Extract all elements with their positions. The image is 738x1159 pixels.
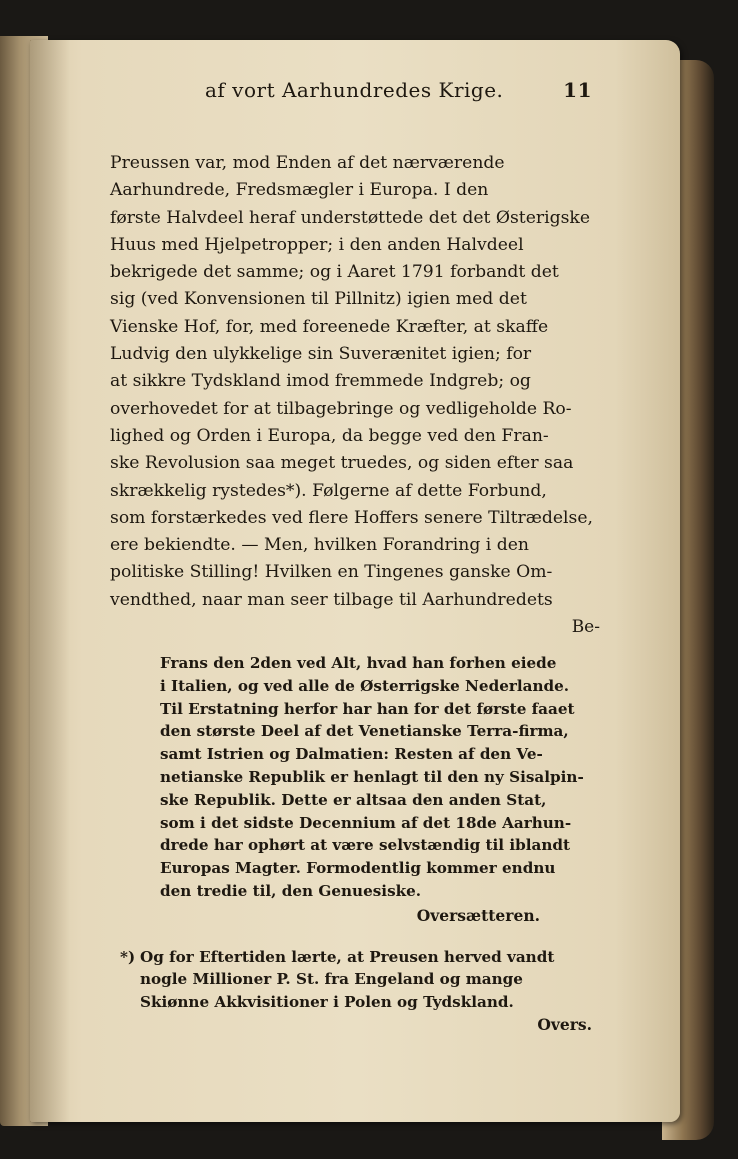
footnote-line: samt Istrien og Dalmatien: Resten af den Ve- bbox=[160, 745, 543, 764]
footnote-line: den største Deel af det Venetianske Terra-firma, bbox=[160, 722, 569, 741]
body-line: Preussen var, mod Enden af det nærværende bbox=[110, 153, 505, 173]
body-line: at sikkre Tydskland imod fremmede Indgreb; og bbox=[110, 371, 531, 392]
running-title: af vort Aarhundredes Krige. bbox=[205, 78, 504, 102]
main-paragraph bbox=[110, 150, 600, 614]
footnote-line: i Italien, og ved alle de Østerrigske Nederlande. bbox=[160, 676, 570, 695]
body-line: ske Revolusion saa meget truedes, og siden efter saa bbox=[110, 453, 574, 474]
catchword: Be- bbox=[571, 617, 600, 638]
body-line: Huus med Hjelpetropper; i den anden Halvdeel bbox=[110, 234, 524, 255]
footnote-text: Og for Eftertiden lærte, at Preusen herved vandt bbox=[140, 947, 555, 966]
body-line: ere bekiendte. — Men, hvilken Forandring i den bbox=[110, 535, 529, 556]
footnote-line: Europas Magter. Formodentlig kommer endnu bbox=[160, 859, 556, 878]
body-line: lighed og Orden i Europa, da begge ved den Fran- bbox=[110, 425, 549, 446]
body-line: overhovedet for at tilbagebringe og vedligeholde Ro- bbox=[110, 398, 572, 419]
footnote-marker: *) bbox=[120, 947, 136, 966]
translator-signature-short: Overs. bbox=[537, 1015, 592, 1034]
body-line: politiske Stilling! Hvilken en Tingenes ganske Om- bbox=[110, 562, 553, 583]
footnote-line: drede har ophørt at være selvstændig til iblandt bbox=[160, 836, 571, 855]
body-line: som forstærkedes ved flere Hoffers senere Tiltrædelse, bbox=[110, 507, 593, 528]
page-text bbox=[110, 78, 600, 1037]
body-line: skrækkelig rystedes*). Følgerne af dette Forbund, bbox=[110, 480, 547, 501]
continued-footnote bbox=[110, 652, 600, 928]
body-line: sig (ved Konvensionen til Pillnitz) igien med det bbox=[110, 289, 527, 310]
running-header bbox=[110, 78, 600, 114]
footnote-line: som i det sidste Decennium af det 18de Aarhun- bbox=[160, 813, 572, 832]
page-number: 11 bbox=[563, 78, 592, 102]
footnote-line: netianske Republik er henlagt til den ny Sisalpin- bbox=[160, 768, 584, 787]
body-line: første Halvdeel heraf understøttede det det Østerigske bbox=[110, 207, 590, 228]
body-line: vendthed, naar man seer tilbage til Aarhundredets bbox=[110, 589, 553, 610]
footnote-line: nogle Millioner P. St. fra Engeland og mange bbox=[140, 970, 523, 989]
gutter-shadow bbox=[30, 40, 70, 1122]
translator-signature: Oversætteren. bbox=[416, 905, 540, 925]
asterisk-footnote bbox=[110, 946, 600, 1037]
footnote-line: Frans den 2den ved Alt, hvad han forhen eiede bbox=[160, 654, 557, 673]
footnote-line: Skiønne Akkvisitioner i Polen og Tydskland. bbox=[140, 993, 514, 1012]
footnote-line: Til Erstatning herfor har han for det første faaet bbox=[160, 699, 575, 718]
footnote-line: ske Republik. Dette er altsaa den anden Stat, bbox=[160, 790, 547, 809]
footnote-line: den tredie til, den Genuesiske. bbox=[160, 882, 422, 901]
body-line: Ludvig den ulykkelige sin Suverænitet igien; for bbox=[110, 344, 532, 365]
footnote-line bbox=[120, 946, 600, 969]
body-line: bekrigede det samme; og i Aaret 1791 forbandt det bbox=[110, 262, 559, 283]
body-line: Vienske Hof, for, med foreenede Kræfter, at skaffe bbox=[110, 316, 549, 337]
body-line: Aarhundrede, Fredsmægler i Europa. I den bbox=[110, 180, 489, 201]
